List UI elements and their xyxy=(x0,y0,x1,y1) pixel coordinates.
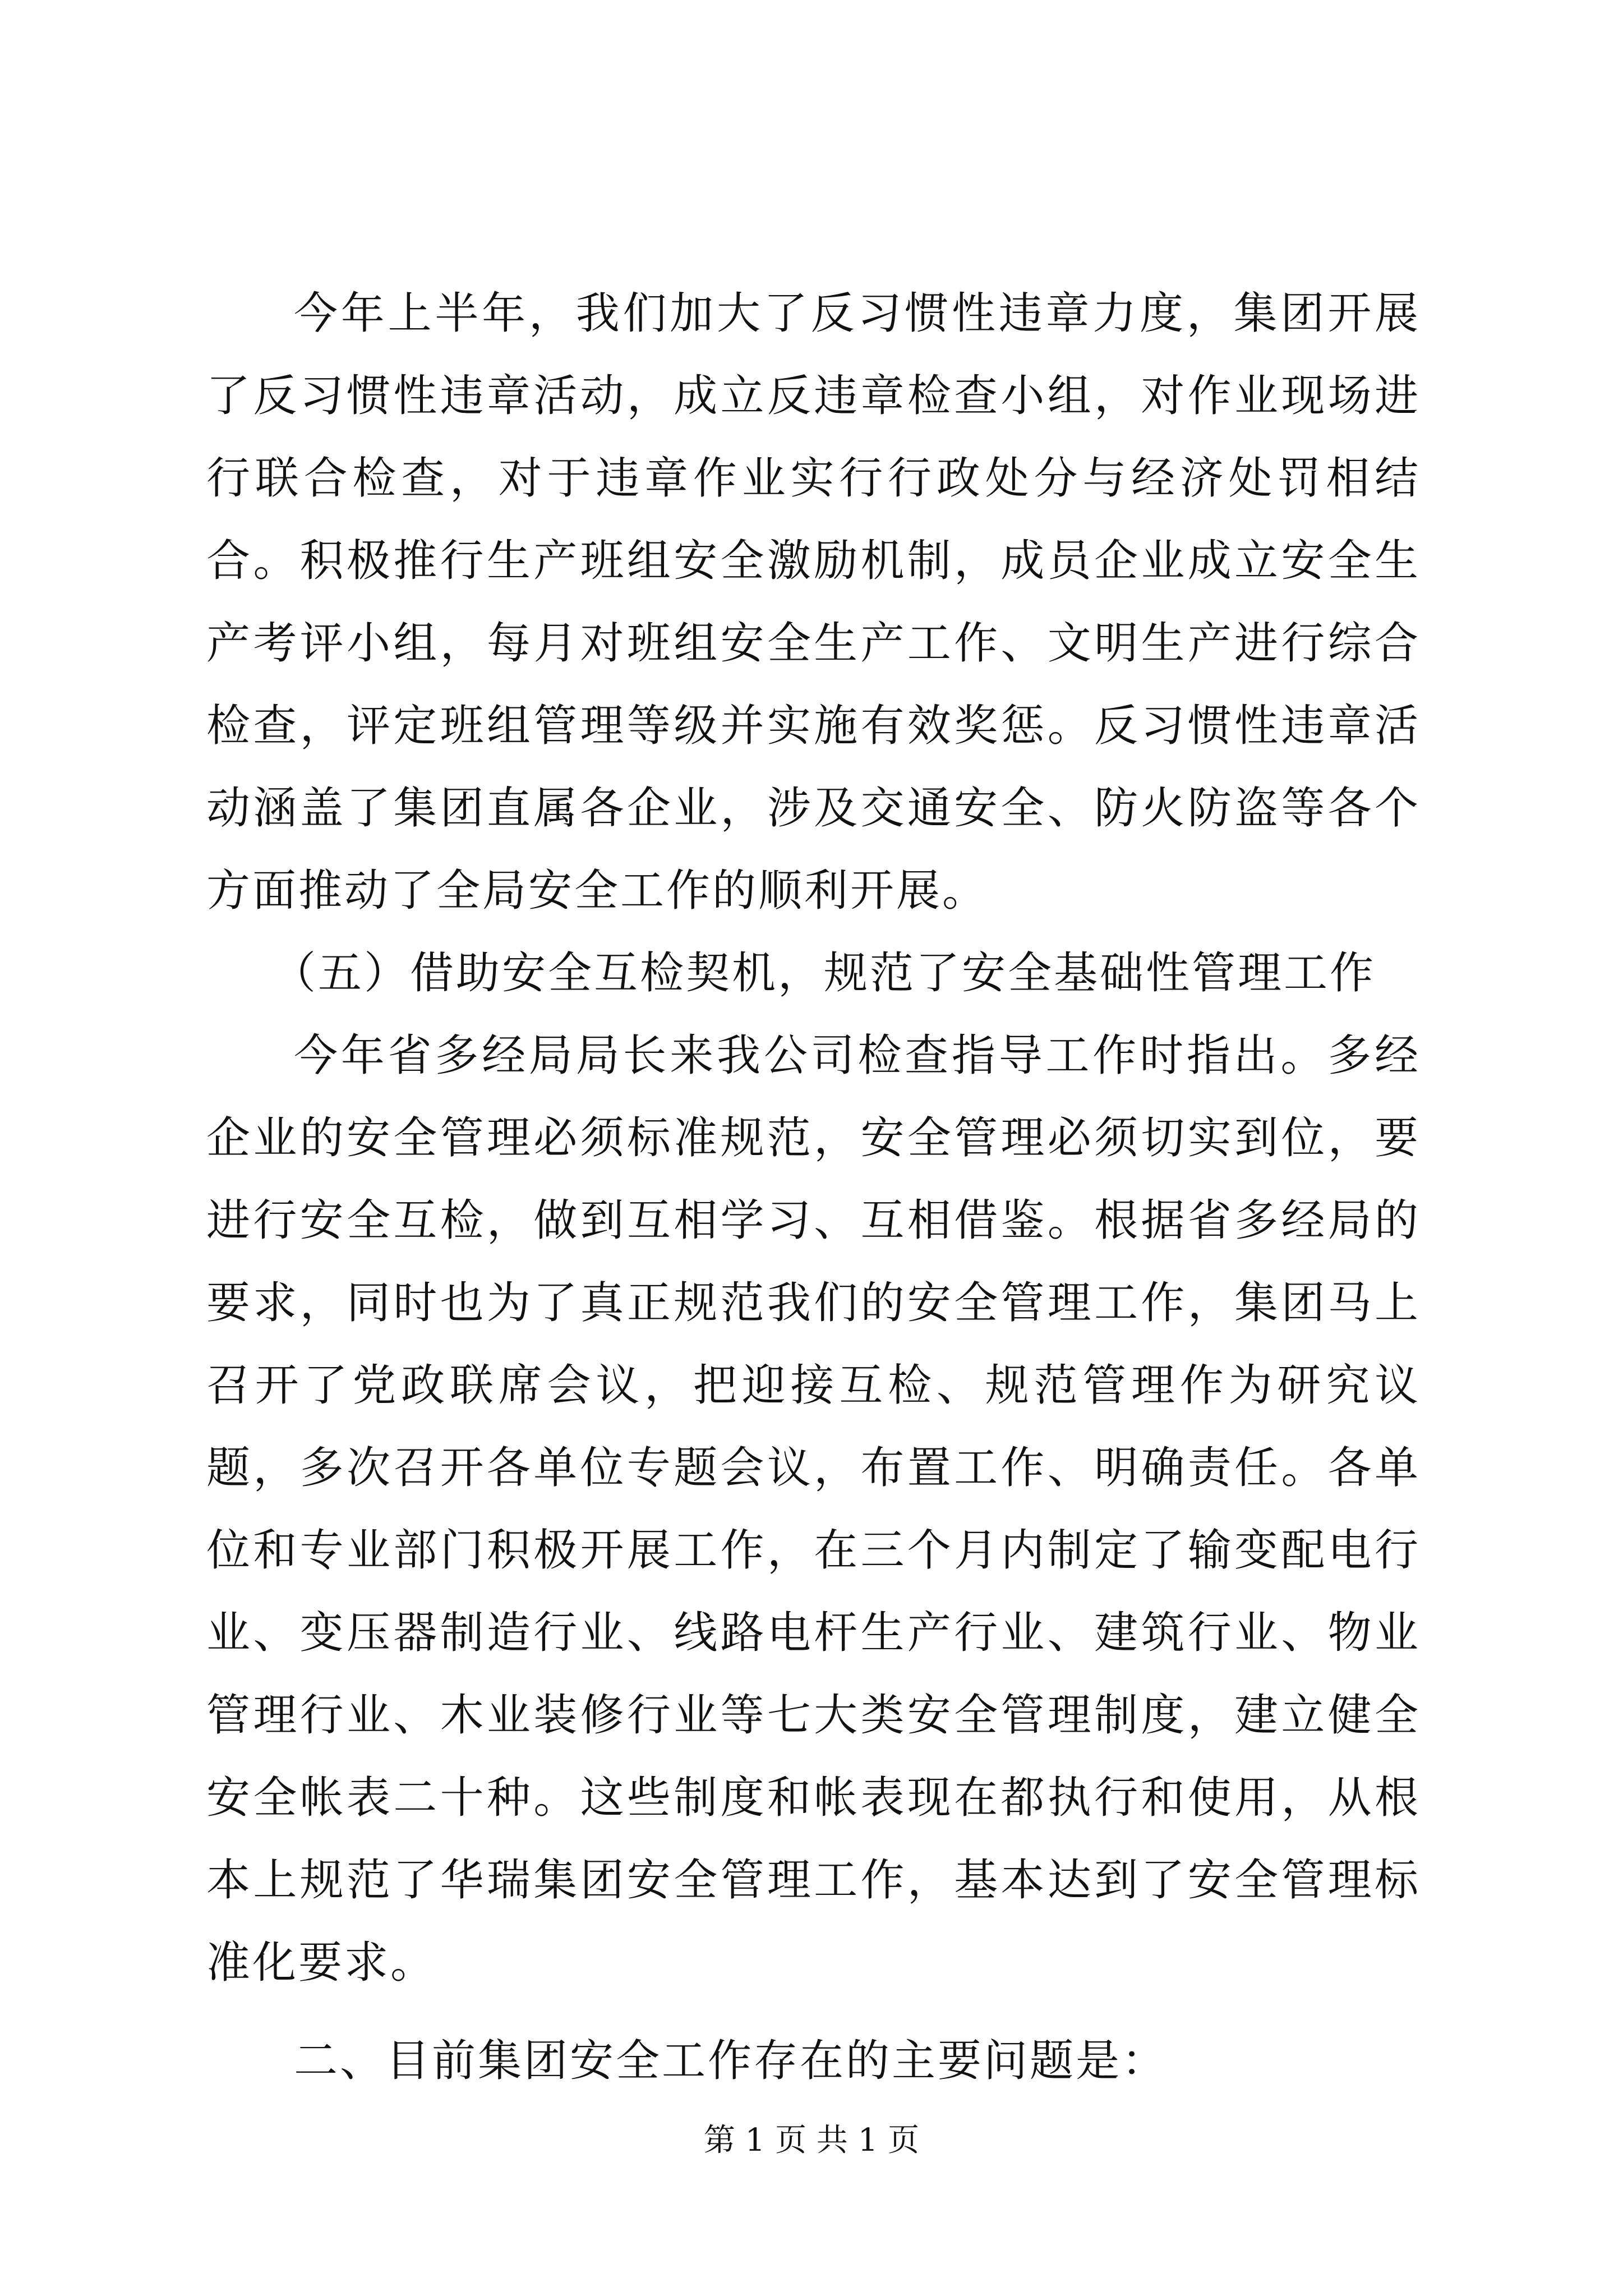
paragraph-anti-violation: 今年上半年，我们加大了反习惯性违章力度，集团开展了反习惯性违章活动，成立反违章检查小组，对作业现场进行联合检查，对于违章作业实行行政处分与经济处罚相结合。积极推行生产班组安全激励机制，成员企业成立安全生产考评小组，每月对班组安全生产工作、文明生产进行综合检查，评定班组管理等级并实施有效奖惩。反习惯性违章活动涵盖了集团直属各企业，涉及交通安全、防火防盗等各个方面推动了全局安全工作的顺利开展。 xyxy=(206,288,1421,916)
section-heading-problems: 二、目前集团安全工作存在的主要问题是： xyxy=(294,2036,1168,2086)
page-number-footer: 第 1 页 共 1 页 xyxy=(703,2122,920,2159)
section-heading-five: （五）借助安全互检契机，规范了安全基础性管理工作 xyxy=(272,948,1376,999)
paragraph-mutual-inspection: 今年省多经局局长来我公司检查指导工作时指出。多经企业的安全管理必须标准规范，安全管理必须切实到位，要进行安全互检，做到互相学习、互相借鉴。根据省多经局的要求，同时也为了真正规范我们的安全管理工作，集团马上召开了党政联席会议，把迎接互检、规范管理作为研究议题，多次召开各单位专题会议，布置工作、明确责任。各单位和专业部门积极开展工作，在三个月内制定了输变配电行业、变压器制造行业、线路电杆生产行业、建筑行业、物业管理行业、木业装修行业等七大类安全管理制度，建立健全安全帐表二十种。这些制度和帐表现在都执行和使用，从根本上规范了华瑞集团安全管理工作，基本达到了安全管理标准化要求。 xyxy=(206,1030,1421,1988)
document-body xyxy=(206,273,1421,2102)
